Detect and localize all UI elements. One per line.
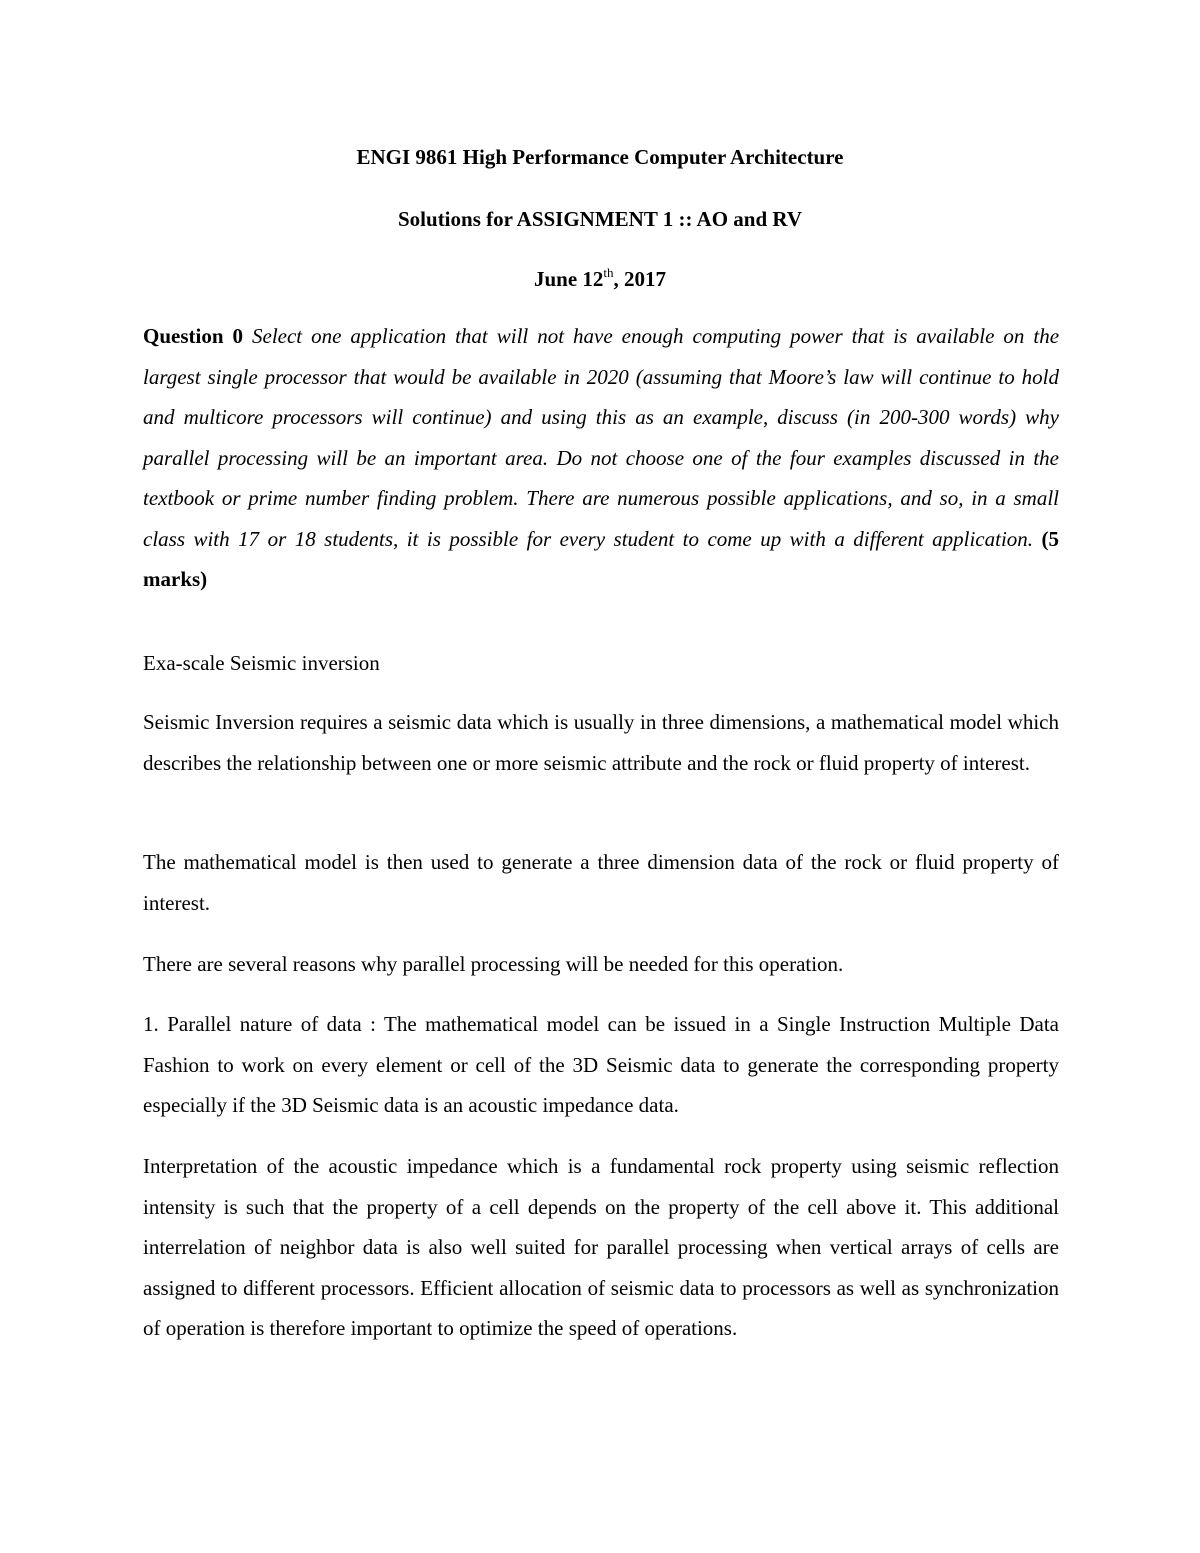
answer-paragraph: 1. Parallel nature of data : The mathematical model can be issued in a Single Instruction Multiple Data Fashion to work on every element or cell of the 3D Seismic data to generate the corresponding property especially if the 3D Seismic data is an acoustic impedance data. bbox=[143, 1012, 1059, 1117]
question-marks: (5 marks) bbox=[143, 526, 1059, 591]
answer-paragraph: There are several reasons why parallel processing will be needed for this operation. bbox=[143, 952, 844, 976]
date-suffix: , 2017 bbox=[613, 267, 667, 291]
answer-paragraph: The mathematical model is then used to generate a three dimension data of the rock or fluid property of interest. bbox=[143, 850, 1059, 915]
document-date bbox=[0, 266, 1200, 292]
date-superscript: th bbox=[603, 265, 614, 280]
assignment-subtitle: Solutions for ASSIGNMENT 1 :: AO and RV bbox=[398, 207, 802, 231]
question-label: Question 0 bbox=[143, 324, 243, 348]
question-block bbox=[143, 316, 1059, 600]
course-title: ENGI 9861 High Performance Computer Architecture bbox=[356, 145, 844, 169]
question-text: Select one application that will not have enough computing power that is available on the largest single processor that would be available in 2020 (assuming that Moore’s law will continue to hold and multicore processors will continue) and using this as an example, discuss (in 200-300 words) why parallel processing will be an important area. Do not choose one of the four examples discussed in the textbook or prime number finding problem. There are numerous possible applications, and so, in a small class with 17 or 18 students, it is possible for every student to come up with a different application. bbox=[143, 324, 1060, 551]
answer-topic: Exa-scale Seismic inversion bbox=[143, 651, 380, 675]
answer-paragraph: Interpretation of the acoustic impedance which is a fundamental rock property using seismic reflection intensity is such that the property of a cell depends on the property of the cell above it. This additional interrelation of neighbor data is also well suited for parallel processing when vertical arrays of cells are assigned to different processors. Efficient allocation of seismic data to processors as well as synchronization of operation is therefore important to optimize the speed of operations. bbox=[143, 1154, 1059, 1340]
date-prefix: June 12 bbox=[533, 267, 604, 291]
answer-paragraph: Seismic Inversion requires a seismic data which is usually in three dimensions, a mathematical model which describes the relationship between one or more seismic attribute and the rock or fluid property of interest. bbox=[143, 710, 1059, 775]
